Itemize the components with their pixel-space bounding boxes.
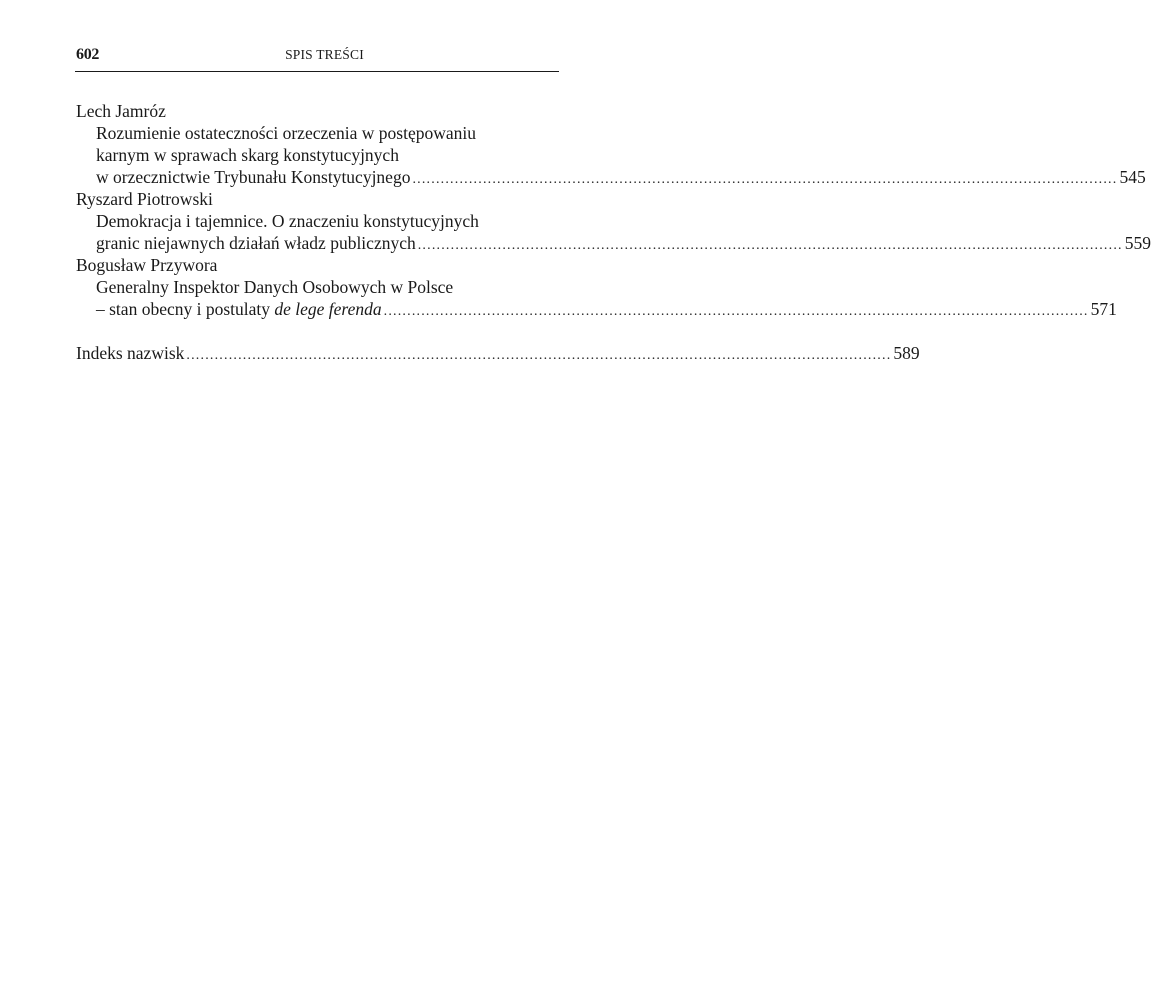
toc-title-italic: de lege ferenda — [274, 299, 382, 319]
toc-author: Bogusław Przywora — [76, 255, 218, 275]
toc-title-line: Demokracja i tajemnice. O znaczeniu konstytucyjnych — [96, 211, 479, 231]
toc-page-number: 571 — [1090, 299, 1117, 319]
toc-title-line: Rozumienie ostateczności orzeczenia w postępowaniu — [96, 123, 476, 143]
toc-page-number: 559 — [1124, 233, 1151, 253]
toc-entry[interactable] — [76, 254, 1117, 320]
toc-page-number: 545 — [1119, 167, 1146, 187]
toc-title-text: w orzecznictwie Trybunału Konstytucyjnego — [96, 167, 411, 187]
toc-title-last-line — [76, 166, 1146, 188]
running-title: SPIS TREŚCI — [285, 47, 364, 62]
index-page-number: 589 — [893, 343, 920, 363]
dot-leader: ...................................................................................................................................................... — [186, 348, 892, 363]
header-rule — [75, 71, 559, 72]
toc-title-line: Generalny Inspektor Danych Osobowych w Polsce — [96, 277, 454, 297]
toc-title-text: granic niejawnych działań władz publicznych — [96, 233, 416, 253]
toc-title-last-line — [76, 298, 1117, 320]
toc-author: Ryszard Piotrowski — [76, 189, 213, 209]
toc-title-line: karnym w sprawach skarg konstytucyjnych — [96, 145, 399, 165]
dot-leader: ...................................................................................................................................................... — [417, 238, 1123, 253]
toc-title-last-line — [76, 232, 1151, 254]
page-number: 602 — [76, 46, 100, 63]
dot-leader: ...................................................................................................................................................... — [412, 172, 1118, 187]
toc-title-text — [96, 298, 382, 320]
dot-leader: ...................................................................................................................................................... — [383, 304, 1089, 319]
toc-title-plain: – stan obecny i postulaty — [96, 299, 275, 319]
index-label: Indeks nazwisk — [76, 343, 185, 363]
table-of-contents — [76, 100, 1151, 364]
toc-entry[interactable] — [76, 100, 1146, 188]
toc-entry[interactable] — [76, 188, 1151, 254]
index-entry[interactable] — [76, 342, 920, 364]
toc-author: Lech Jamróz — [76, 101, 166, 121]
